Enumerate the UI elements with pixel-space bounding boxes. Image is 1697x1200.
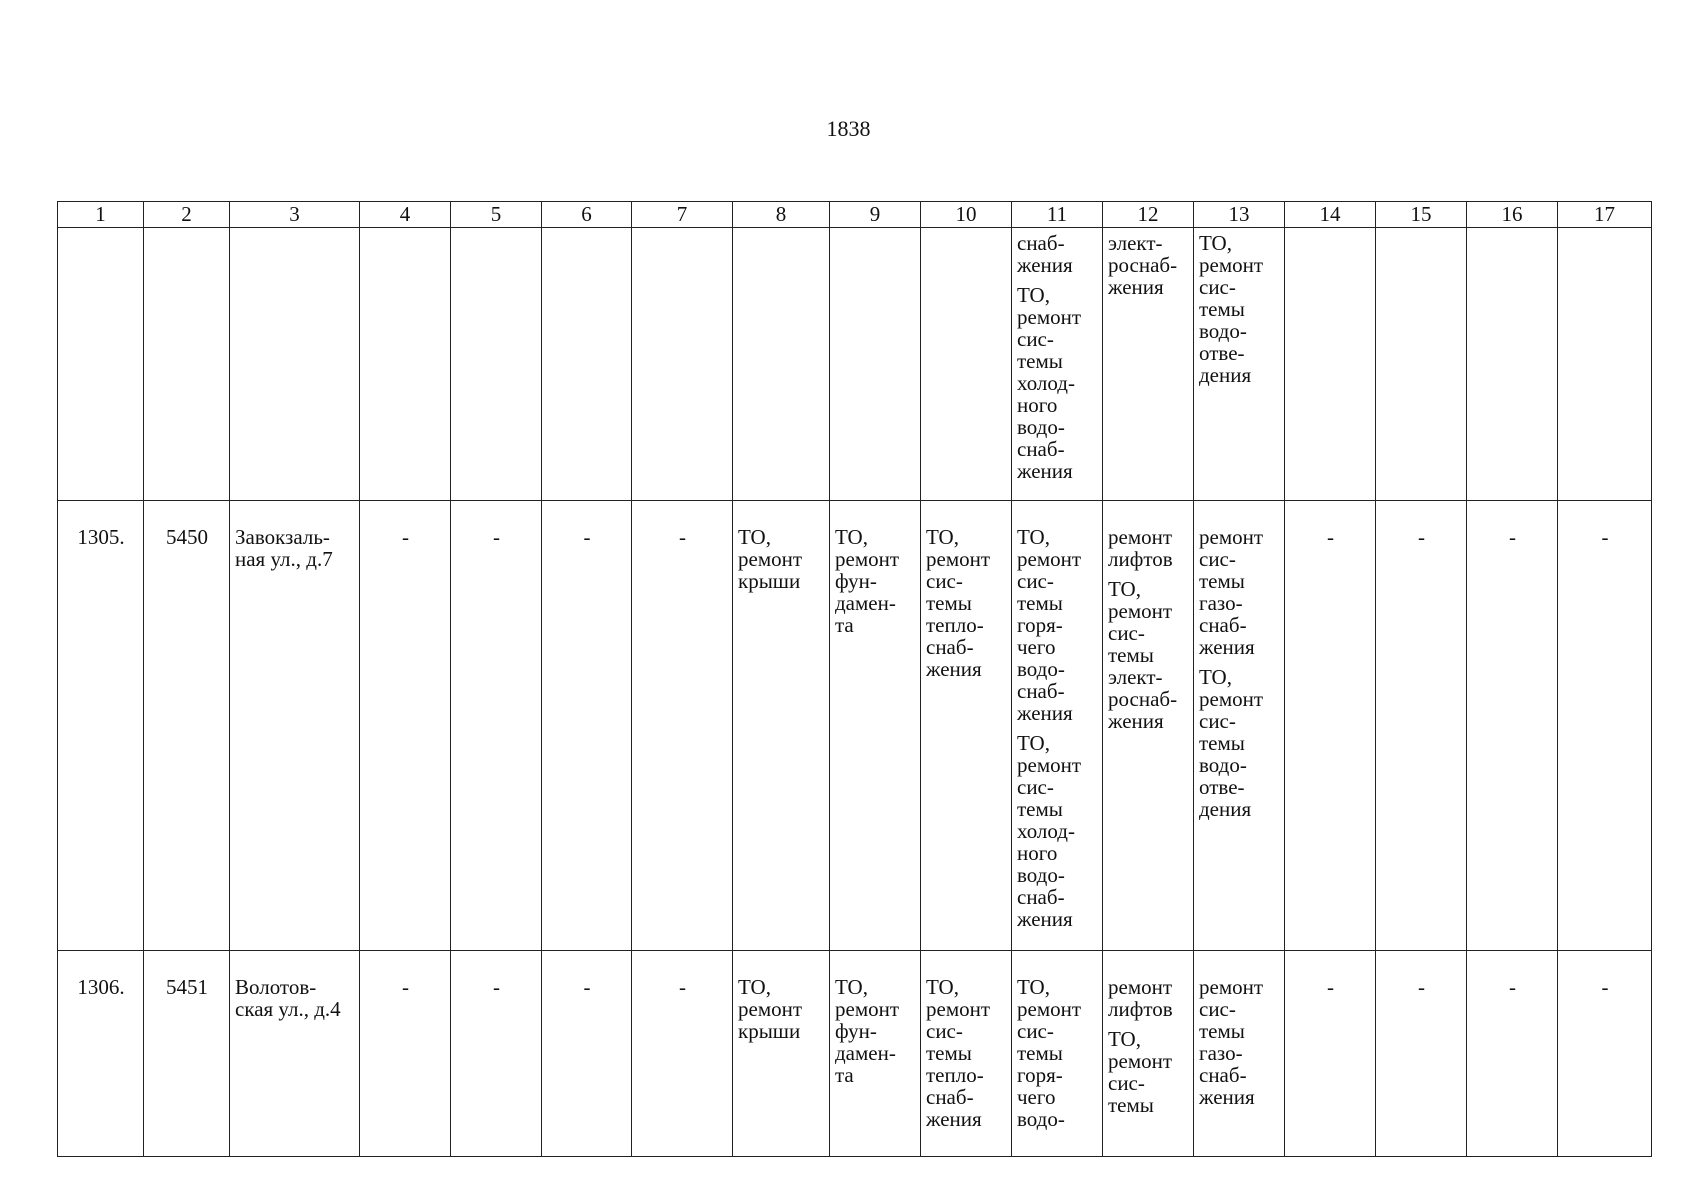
table-cell-col-14	[1285, 501, 1376, 951]
cell-text-line: ТО,	[926, 975, 959, 999]
cell-text-line: сис-	[1199, 709, 1236, 733]
column-number-9: 9	[830, 202, 921, 228]
cell-text-line: ремонт	[1017, 997, 1082, 1021]
cell-text-line: ремонт	[738, 997, 803, 1021]
table-row	[58, 501, 1652, 951]
cell-text-block	[456, 976, 537, 998]
page-number: 1838	[826, 116, 871, 141]
cell-text-line: ремонт	[1199, 975, 1264, 999]
cell-text-line: -	[1601, 525, 1609, 549]
cell-text-line: лифтов	[1108, 547, 1173, 571]
cell-text-block	[1108, 976, 1189, 1020]
table-cell-col-17	[1558, 501, 1652, 951]
column-number-7: 7	[632, 202, 733, 228]
cell-text-line: ТО,	[1017, 525, 1050, 549]
table-cell-col-4	[360, 228, 451, 501]
cell-text-block	[738, 526, 825, 592]
table-cell-col-11	[1012, 228, 1103, 501]
column-number-14: 14	[1285, 202, 1376, 228]
cell-text-line: ТО,	[1199, 665, 1232, 689]
cell-text-block	[1017, 976, 1098, 1130]
cell-text-line: элект-	[1108, 665, 1163, 689]
cell-text-line: сис-	[1017, 1019, 1054, 1043]
column-number-5: 5	[451, 202, 542, 228]
table-cell-col-3	[230, 501, 360, 951]
column-number-2: 2	[144, 202, 230, 228]
cell-text-block	[63, 976, 139, 998]
cell-text-line: сис-	[1017, 569, 1054, 593]
cell-text-line: ремонт	[1017, 547, 1082, 571]
table-cell-col-15	[1376, 228, 1467, 501]
cell-text-line: ТО,	[926, 525, 959, 549]
table-cell-col-10	[921, 228, 1012, 501]
cell-text-line: -	[1418, 525, 1425, 549]
column-number-13: 13	[1194, 202, 1285, 228]
cell-text-line: крыши	[738, 1019, 801, 1043]
cell-text-line: горя-	[1017, 1063, 1063, 1087]
cell-text-line: темы	[926, 591, 972, 615]
table-cell-col-5	[451, 951, 542, 1157]
cell-text-block	[1290, 526, 1371, 548]
table-cell-col-9	[830, 501, 921, 951]
cell-text-line: темы	[1108, 643, 1154, 667]
cell-text-line: холод-	[1017, 371, 1075, 395]
cell-text-line: жения	[1108, 275, 1164, 299]
table-cell-col-13	[1194, 951, 1285, 1157]
cell-text-line: -	[679, 525, 686, 549]
table-cell-col-1	[58, 951, 144, 1157]
cell-text-line: ремонт	[1017, 753, 1082, 777]
cell-text-line: жения	[1199, 1085, 1255, 1109]
table-cell-col-7	[632, 501, 733, 951]
cell-text-block	[1472, 976, 1553, 998]
cell-text-block	[1108, 578, 1189, 732]
cell-text-line: ремонт	[926, 547, 991, 571]
cell-text-line: -	[402, 525, 409, 549]
table-cell-col-6	[542, 228, 632, 501]
cell-text-block	[1563, 526, 1647, 548]
cell-text-line: темы	[1017, 349, 1063, 373]
cell-text-line: ТО,	[835, 975, 868, 999]
cell-text-line: сис-	[1199, 547, 1236, 571]
table-cell-col-16	[1467, 951, 1558, 1157]
table-row	[58, 228, 1652, 501]
column-number-6: 6	[542, 202, 632, 228]
cell-text-line: темы	[1199, 297, 1245, 321]
cell-text-line: ремонт	[1108, 525, 1173, 549]
cell-text-block	[1017, 284, 1098, 482]
table-cell-col-1	[58, 501, 144, 951]
cell-text-line: ремонт	[1199, 687, 1264, 711]
cell-text-line: роснаб-	[1108, 687, 1178, 711]
cell-text-line: сис-	[926, 1019, 963, 1043]
cell-text-line: ремонт	[1108, 599, 1173, 623]
table-cell-col-7	[632, 228, 733, 501]
cell-text-line: -	[493, 975, 500, 999]
cell-text-line: фун-	[835, 569, 877, 593]
column-number-11: 11	[1012, 202, 1103, 228]
cell-text-line: ного	[1017, 841, 1058, 865]
cell-text-block	[1563, 976, 1647, 998]
table-cell-col-16	[1467, 228, 1558, 501]
cell-text-line: Волотов-	[235, 975, 317, 999]
cell-text-line: -	[402, 975, 409, 999]
table-cell-col-13	[1194, 228, 1285, 501]
cell-text-line: 5450	[166, 525, 208, 549]
table-cell-col-9	[830, 951, 921, 1157]
column-number-row	[58, 202, 1652, 228]
cell-text-line: -	[1601, 975, 1609, 999]
cell-text-line: тепло-	[926, 613, 984, 637]
cell-text-line: газо-	[1199, 591, 1243, 615]
cell-text-block	[149, 976, 225, 998]
cell-text-line: водо-	[1017, 415, 1065, 439]
table-cell-col-11	[1012, 951, 1103, 1157]
cell-text-line: ремонт	[1199, 525, 1264, 549]
table-cell-col-14	[1285, 951, 1376, 1157]
column-number-3: 3	[230, 202, 360, 228]
cell-text-line: темы	[1017, 591, 1063, 615]
cell-text-block	[1199, 666, 1280, 820]
table-cell-col-1	[58, 228, 144, 501]
cell-text-line: -	[583, 525, 591, 549]
column-number-10: 10	[921, 202, 1012, 228]
cell-text-line: крыши	[738, 569, 801, 593]
table-row	[58, 951, 1652, 1157]
table-cell-col-12	[1103, 228, 1194, 501]
cell-text-line: водо-	[1017, 863, 1065, 887]
table-cell-col-5	[451, 228, 542, 501]
table-cell-col-8	[733, 951, 830, 1157]
cell-text-block	[1199, 232, 1280, 386]
table-cell-col-17	[1558, 951, 1652, 1157]
cell-text-line: ТО,	[1108, 1027, 1141, 1051]
cell-text-line: сис-	[1108, 1071, 1145, 1095]
cell-text-line: -	[1509, 975, 1516, 999]
cell-text-line: жения	[1199, 635, 1255, 659]
cell-text-line: ремонт	[1108, 975, 1173, 999]
cell-text-block	[1290, 976, 1371, 998]
cell-text-block	[1017, 526, 1098, 724]
column-number-1: 1	[58, 202, 144, 228]
cell-text-block	[637, 526, 728, 548]
cell-text-line: снаб-	[1017, 231, 1065, 255]
table-cell-col-4	[360, 951, 451, 1157]
cell-text-line: фун-	[835, 1019, 877, 1043]
cell-text-block	[1381, 976, 1462, 998]
column-number-15: 15	[1376, 202, 1467, 228]
cell-text-line: сис-	[1199, 997, 1236, 1021]
cell-text-line: отве-	[1199, 341, 1245, 365]
table-cell-col-6	[542, 951, 632, 1157]
cell-text-line: 1305.	[77, 525, 125, 549]
table-cell-col-12	[1103, 501, 1194, 951]
cell-text-line: ТО,	[738, 975, 771, 999]
cell-text-line: ремонт	[738, 547, 803, 571]
cell-text-block	[835, 526, 916, 636]
table-cell-col-10	[921, 501, 1012, 951]
cell-text-line: сис-	[1017, 775, 1054, 799]
cell-text-line: ТО,	[1108, 577, 1141, 601]
cell-text-line: водо-	[1199, 753, 1247, 777]
cell-text-block	[1472, 526, 1553, 548]
cell-text-block	[547, 976, 627, 998]
cell-text-block	[835, 976, 916, 1086]
cell-text-line: -	[583, 975, 591, 999]
cell-text-line: ремонт	[835, 547, 900, 571]
cell-text-block	[637, 976, 728, 998]
cell-text-line: -	[1418, 975, 1425, 999]
cell-text-line: жения	[1017, 907, 1073, 931]
cell-text-line: ТО,	[1017, 975, 1050, 999]
cell-text-line: снаб-	[926, 1085, 974, 1109]
cell-text-line: ного	[1017, 393, 1058, 417]
column-number-17: 17	[1558, 202, 1652, 228]
cell-text-line: ремонт	[1108, 1049, 1173, 1073]
cell-text-line: жения	[1017, 253, 1073, 277]
table-cell-col-5	[451, 501, 542, 951]
cell-text-line: водо-	[1017, 1107, 1065, 1131]
table-cell-col-13	[1194, 501, 1285, 951]
cell-text-line: снаб-	[926, 635, 974, 659]
cell-text-line: темы	[926, 1041, 972, 1065]
column-number-8: 8	[733, 202, 830, 228]
cell-text-line: водо-	[1017, 657, 1065, 681]
cell-text-line: темы	[1017, 797, 1063, 821]
cell-text-block	[149, 526, 225, 548]
cell-text-line: ская ул., д.4	[235, 997, 341, 1021]
cell-text-line: 5451	[166, 975, 208, 999]
cell-text-line: дамен-	[835, 591, 896, 615]
cell-text-line: дения	[1199, 363, 1252, 387]
cell-text-line: ремонт	[1199, 253, 1264, 277]
cell-text-block	[1381, 526, 1462, 548]
table-cell-col-9	[830, 228, 921, 501]
table-cell-col-10	[921, 951, 1012, 1157]
cell-text-line: элект-	[1108, 231, 1163, 255]
cell-text-line: жения	[1017, 459, 1073, 483]
cell-text-line: темы	[1108, 1093, 1154, 1117]
cell-text-line: ремонт	[835, 997, 900, 1021]
cell-text-line: ТО,	[738, 525, 771, 549]
column-number-4: 4	[360, 202, 451, 228]
cell-text-line: жения	[926, 657, 982, 681]
table-cell-col-3	[230, 951, 360, 1157]
cell-text-block	[1108, 526, 1189, 570]
cell-text-block	[235, 526, 355, 570]
cell-text-block	[1199, 526, 1280, 658]
cell-text-line: холод-	[1017, 819, 1075, 843]
column-number-12: 12	[1103, 202, 1194, 228]
cell-text-block	[1017, 732, 1098, 930]
cell-text-line: та	[835, 613, 854, 637]
table-cell-col-14	[1285, 228, 1376, 501]
cell-text-block	[926, 526, 1007, 680]
cell-text-line: -	[1509, 525, 1516, 549]
cell-text-block	[1017, 232, 1098, 276]
cell-text-line: ная ул., д.7	[235, 547, 333, 571]
table-cell-col-15	[1376, 951, 1467, 1157]
cell-text-block	[365, 526, 446, 548]
cell-text-line: темы	[1199, 731, 1245, 755]
cell-text-block	[926, 976, 1007, 1130]
cell-text-line: снаб-	[1199, 613, 1247, 637]
cell-text-line: снаб-	[1017, 437, 1065, 461]
table-cell-col-8	[733, 228, 830, 501]
cell-text-line: горя-	[1017, 613, 1063, 637]
cell-text-line: темы	[1199, 1019, 1245, 1043]
cell-text-line: тепло-	[926, 1063, 984, 1087]
cell-text-line: жения	[1108, 709, 1164, 733]
cell-text-line: ТО,	[1017, 283, 1050, 307]
cell-text-block	[456, 526, 537, 548]
cell-text-line: темы	[1199, 569, 1245, 593]
table-cell-col-3	[230, 228, 360, 501]
cell-text-line: снаб-	[1199, 1063, 1247, 1087]
cell-text-block	[235, 976, 355, 1020]
cell-text-line: чего	[1017, 635, 1056, 659]
cell-text-block	[63, 526, 139, 548]
cell-text-line: та	[835, 1063, 854, 1087]
cell-text-line: -	[493, 525, 500, 549]
cell-text-line: дамен-	[835, 1041, 896, 1065]
table-cell-col-2	[144, 501, 230, 951]
cell-text-line: чего	[1017, 1085, 1056, 1109]
cell-text-line: сис-	[1199, 275, 1236, 299]
cell-text-line: темы	[1017, 1041, 1063, 1065]
table-cell-col-11	[1012, 501, 1103, 951]
table-cell-col-15	[1376, 501, 1467, 951]
cell-text-line: ТО,	[1017, 731, 1050, 755]
cell-text-line: ремонт	[926, 997, 991, 1021]
cell-text-line: лифтов	[1108, 997, 1173, 1021]
table-cell-col-12	[1103, 951, 1194, 1157]
cell-text-line: -	[679, 975, 686, 999]
cell-text-line: Завокзаль-	[235, 525, 330, 549]
cell-text-line: жения	[926, 1107, 982, 1131]
cell-text-block	[1199, 976, 1280, 1108]
table-cell-col-2	[144, 228, 230, 501]
table-cell-col-8	[733, 501, 830, 951]
cell-text-block	[365, 976, 446, 998]
table-cell-col-4	[360, 501, 451, 951]
cell-text-block	[738, 976, 825, 1042]
cell-text-line: сис-	[1108, 621, 1145, 645]
cell-text-line: сис-	[1017, 327, 1054, 351]
cell-text-line: жения	[1017, 701, 1073, 725]
table-cell-col-6	[542, 501, 632, 951]
cell-text-block	[547, 526, 627, 548]
cell-text-line: -	[1327, 525, 1334, 549]
table-cell-col-16	[1467, 501, 1558, 951]
cell-text-line: снаб-	[1017, 885, 1065, 909]
cell-text-line: ремонт	[1017, 305, 1082, 329]
repair-schedule-table	[57, 201, 1652, 1157]
table-cell-col-17	[1558, 228, 1652, 501]
cell-text-line: отве-	[1199, 775, 1245, 799]
column-number-16: 16	[1467, 202, 1558, 228]
cell-text-line: роснаб-	[1108, 253, 1178, 277]
cell-text-block	[1108, 1028, 1189, 1116]
cell-text-line: сис-	[926, 569, 963, 593]
table-cell-col-2	[144, 951, 230, 1157]
cell-text-line: газо-	[1199, 1041, 1243, 1065]
cell-text-line: ТО,	[1199, 231, 1232, 255]
cell-text-line: 1306.	[77, 975, 125, 999]
cell-text-line: дения	[1199, 797, 1252, 821]
cell-text-block	[1108, 232, 1189, 298]
table-cell-col-7	[632, 951, 733, 1157]
cell-text-line: снаб-	[1017, 679, 1065, 703]
cell-text-line: ТО,	[835, 525, 868, 549]
cell-text-line: -	[1327, 975, 1334, 999]
cell-text-line: водо-	[1199, 319, 1247, 343]
